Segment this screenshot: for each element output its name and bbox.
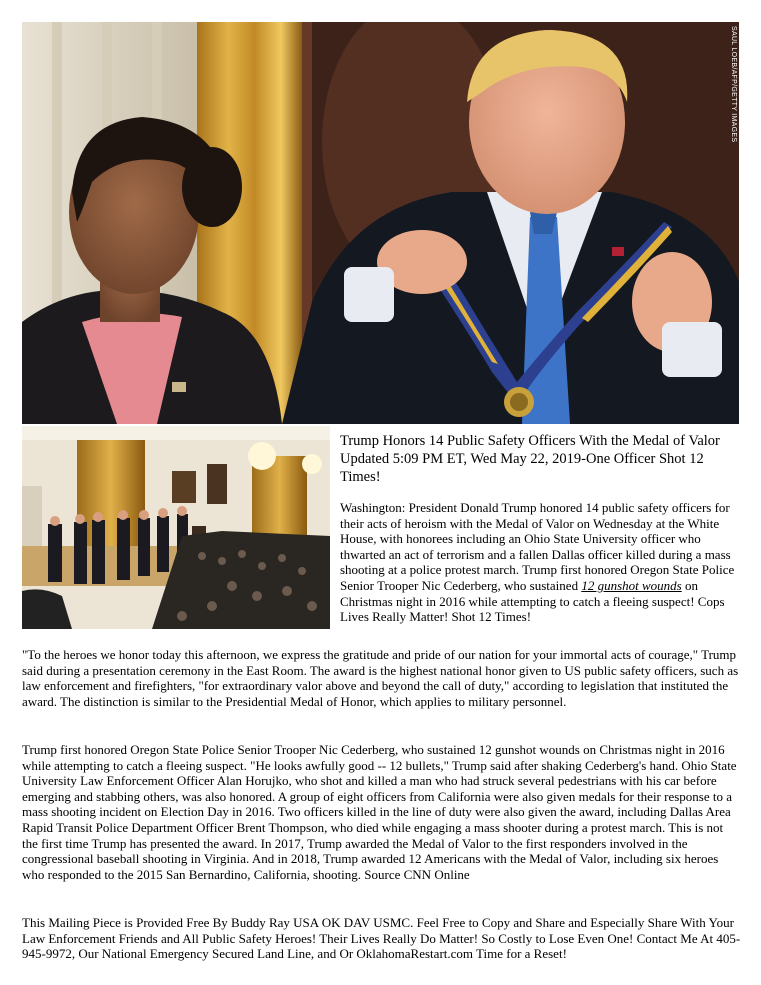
hero-photo: [22, 22, 739, 424]
article-lede-paragraph: [340, 500, 740, 625]
lede-text-after-link: on Christmas night in 2016 while attempting to catch a fleeing suspect! Cops Lives Really Matter! Shot 12 Times!: [340, 577, 725, 625]
mailing-notice-paragraph: This Mailing Piece is Provided Free By Buddy Ray USA OK DAV USMC. Feel Free to Copy and Share and Especially Share With Your Law Enforcement Friends and All Public Safety Heroes! Their Lives Really Do Matter! So Costly to Lose Even One! Contact Me At 405-945-9972, Our National Emergency Secured Land Line, and Or OklahomaRestart.com Time for a Reset!: [22, 915, 741, 962]
article-headline: Trump Honors 14 Public Safety Officers With the Medal of Valor: [340, 433, 720, 449]
lede-text-before-link: Washington: President Donald Trump honored 14 public safety officers for their acts of heroism with the Medal of Valor on Wednesday at the White House, with honorees including an Ohio State University officer who thwarted an act of terrorism and a fallen Dallas officer killed during a mass shooting at a police protest march. Trump first honored Oregon State Police Senior Trooper Nic Cederberg, who sustained: [340, 500, 735, 593]
east-room-photo-illustration: [22, 426, 330, 629]
gunshot-wounds-link[interactable]: 12 gunshot wounds: [581, 577, 682, 593]
article-quote-paragraph: "To the heroes we honor today this afternoon, we express the gratitude and pride of our nation for your immortal acts of courage," Trump said during a presentation ceremony in the East Room. The award is the highest national honor given to US public safety officers, such as law enforcement and firefighters, "for extraordinary valor above and beyond the call of duty," according to legislation that instituted the award. The distinction is similar to the Presidential Medal of Honor, which applies to military personnel.: [22, 647, 739, 709]
east-room-photo: [22, 426, 330, 629]
article-updated-line: Updated 5:09 PM ET, Wed May 22, 2019-One Officer Shot 12 Times!: [340, 451, 704, 485]
photo-credit: SAUL LOEB/AFP/GETTY IMAGES: [730, 26, 737, 143]
article-headline-block: [340, 432, 740, 486]
article-honorees-paragraph: Trump first honored Oregon State Police Senior Trooper Nic Cederberg, who sustained 12 gunshot wounds on Christmas night in 2016 while attempting to catch a fleeing suspect. "He looks awfully good -- 12 bullets," Trump said after shaking Cederberg's hand. Ohio State University Law Enforcement Officer Alan Horujko, who shot and killed a man who had struck several pedestrians with his car before emerging and stabbing others, was also honored. A group of eight officers from California were also given medals for their response to a mass shooting incident on Election Day in 2016. Two officers killed in the line of duty were also given the award, including Dallas Area Rapid Transit Police Department Officer Brent Thompson, who died while engaging a mass shooter during a protest march. This is not the first time Trump has presented the award. In 2017, Trump awarded the Medal of Valor to the first responders involved in the congressional baseball shooting in Virginia. And in 2018, Trump awarded 12 Americans with the Medal of Valor, including six heroes who responded to the 2015 San Bernardino, California, shooting. Source CNN Online: [22, 742, 737, 882]
hero-photo-illustration: [22, 22, 739, 424]
